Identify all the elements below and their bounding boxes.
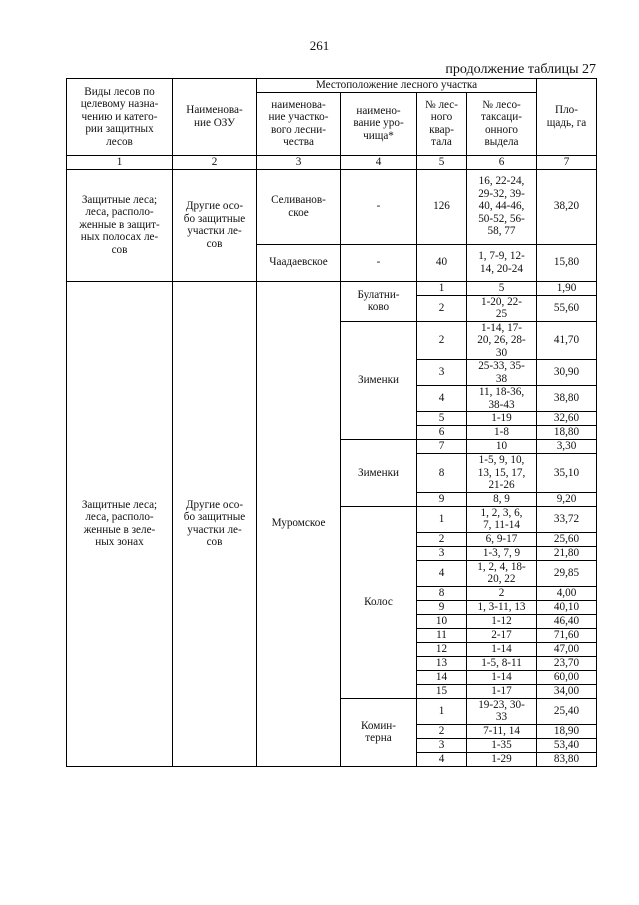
header-area: Пло- щадь, га: [537, 79, 597, 156]
allotment-numbers: 5: [467, 281, 537, 295]
allotment-numbers: 1-17: [467, 684, 537, 698]
plot-area: 35,10: [537, 454, 597, 493]
quarter-number: 2: [417, 321, 467, 360]
forestry-name: Муромское: [257, 281, 341, 766]
header-forestry: наименова- ние участко- вого лесни- чества: [257, 92, 341, 155]
allotment-numbers: 8, 9: [467, 492, 537, 506]
allotment-numbers: 11, 18-36, 38-43: [467, 386, 537, 412]
column-number: 3: [257, 155, 341, 169]
allotment-numbers: 1-29: [467, 752, 537, 766]
plot-area: 30,90: [537, 360, 597, 386]
plot-area: 21,80: [537, 546, 597, 560]
quarter-number: 1: [417, 698, 467, 724]
forest-category: Защитные леса; леса, располо- женные в зеле- ных зонах: [67, 281, 173, 766]
allotment-numbers: 10: [467, 440, 537, 454]
header-location-group: Местоположение лесного участка: [257, 79, 537, 93]
tract-kominterna: Комин- терна: [341, 698, 417, 766]
plot-area: 46,40: [537, 614, 597, 628]
plot-area: 55,60: [537, 295, 597, 321]
allotment-numbers: 1, 2, 4, 18- 20, 22: [467, 560, 537, 586]
plot-area: 32,60: [537, 412, 597, 426]
allotment-numbers: 1-5, 9, 10, 13, 15, 17, 21-26: [467, 454, 537, 493]
page-number: 261: [309, 38, 330, 53]
allotment-numbers: 19-23, 30- 33: [467, 698, 537, 724]
plot-area: 23,70: [537, 656, 597, 670]
quarter-number: 9: [417, 600, 467, 614]
quarter-number: 2: [417, 532, 467, 546]
header-allotment: № лесо- таксаци- онного выдела: [467, 92, 537, 155]
plot-area: 1,90: [537, 281, 597, 295]
header-ozu-name: Наименова- ние ОЗУ: [173, 79, 257, 156]
quarter-number: 4: [417, 386, 467, 412]
plot-area: 40,10: [537, 600, 597, 614]
quarter-number: 6: [417, 426, 467, 440]
forestry-name: Чаадаевское: [257, 244, 341, 281]
quarter-number: 12: [417, 642, 467, 656]
column-number: 2: [173, 155, 257, 169]
plot-area: 71,60: [537, 628, 597, 642]
plot-area: 29,85: [537, 560, 597, 586]
quarter-number: 10: [417, 614, 467, 628]
forest-category: Защитные леса; леса, располо- женные в защит- ных полосах ле- сов: [67, 169, 173, 281]
column-number: 1: [67, 155, 173, 169]
allotment-numbers: 1-14: [467, 642, 537, 656]
allotment-numbers: 1, 7-9, 12- 14, 20-24: [467, 244, 537, 281]
column-number: 7: [537, 155, 597, 169]
quarter-number: 7: [417, 440, 467, 454]
allotment-numbers: 6, 9-17: [467, 532, 537, 546]
quarter-number: 40: [417, 244, 467, 281]
plot-area: 15,80: [537, 244, 597, 281]
allotment-numbers: 1-14, 17- 20, 26, 28- 30: [467, 321, 537, 360]
quarter-number: 1: [417, 506, 467, 532]
column-number: 6: [467, 155, 537, 169]
plot-area: 47,00: [537, 642, 597, 656]
allotment-numbers: 1-12: [467, 614, 537, 628]
allotment-numbers: 16, 22-24, 29-32, 39- 40, 44-46, 50-52, 56- 58, 77: [467, 169, 537, 244]
ozu-name: Другие осо- бо защитные участки ле- сов: [173, 169, 257, 281]
quarter-number: 4: [417, 752, 467, 766]
allotment-numbers: 7-11, 14: [467, 724, 537, 738]
quarter-number: 14: [417, 670, 467, 684]
allotment-numbers: 1, 2, 3, 6, 7, 11-14: [467, 506, 537, 532]
column-number: 5: [417, 155, 467, 169]
table-continuation-label: продолжение таблицы 27: [445, 62, 596, 77]
header-quarter: № лес- ного квар- тала: [417, 92, 467, 155]
tract-name: -: [341, 169, 417, 244]
plot-area: 18,90: [537, 724, 597, 738]
header-tract: наимено- вание уро- чища*: [341, 92, 417, 155]
tract-zimenki: Зименки: [341, 440, 417, 507]
forest-plots-table: [66, 78, 597, 767]
allotment-numbers: 1-14: [467, 670, 537, 684]
plot-area: 18,80: [537, 426, 597, 440]
quarter-number: 126: [417, 169, 467, 244]
quarter-number: 3: [417, 546, 467, 560]
allotment-numbers: 1-35: [467, 738, 537, 752]
forestry-name: Селиванов- ское: [257, 169, 341, 244]
allotment-numbers: 1-8: [467, 426, 537, 440]
quarter-number: 3: [417, 360, 467, 386]
plot-area: 34,00: [537, 684, 597, 698]
plot-area: 41,70: [537, 321, 597, 360]
tract-zimenki: Зименки: [341, 321, 417, 440]
allotment-numbers: 1-19: [467, 412, 537, 426]
quarter-number: 2: [417, 295, 467, 321]
quarter-number: 11: [417, 628, 467, 642]
plot-area: 38,80: [537, 386, 597, 412]
plot-area: 33,72: [537, 506, 597, 532]
tract-kolos: Колос: [341, 506, 417, 698]
plot-area: 38,20: [537, 169, 597, 244]
quarter-number: 1: [417, 281, 467, 295]
header-forest-type: Виды лесов по целевому назна- чению и катего- рии защитных лесов: [67, 79, 173, 156]
allotment-numbers: 2: [467, 586, 537, 600]
plot-area: 25,40: [537, 698, 597, 724]
column-number: 4: [341, 155, 417, 169]
ozu-name: Другие осо- бо защитные участки ле- сов: [173, 281, 257, 766]
quarter-number: 9: [417, 492, 467, 506]
quarter-number: 8: [417, 586, 467, 600]
quarter-number: 8: [417, 454, 467, 493]
allotment-numbers: 25-33, 35- 38: [467, 360, 537, 386]
quarter-number: 5: [417, 412, 467, 426]
tract-bulatnikovo: Булатни- ково: [341, 281, 417, 321]
quarter-number: 15: [417, 684, 467, 698]
plot-area: 4,00: [537, 586, 597, 600]
quarter-number: 13: [417, 656, 467, 670]
allotment-numbers: 1, 3-11, 13: [467, 600, 537, 614]
tract-name: -: [341, 244, 417, 281]
allotment-numbers: 1-3, 7, 9: [467, 546, 537, 560]
plot-area: 53,40: [537, 738, 597, 752]
allotment-numbers: 1-5, 8-11: [467, 656, 537, 670]
quarter-number: 2: [417, 724, 467, 738]
plot-area: 83,80: [537, 752, 597, 766]
quarter-number: 4: [417, 560, 467, 586]
quarter-number: 3: [417, 738, 467, 752]
plot-area: 9,20: [537, 492, 597, 506]
plot-area: 60,00: [537, 670, 597, 684]
plot-area: 25,60: [537, 532, 597, 546]
plot-area: 3,30: [537, 440, 597, 454]
allotment-numbers: 2-17: [467, 628, 537, 642]
allotment-numbers: 1-20, 22- 25: [467, 295, 537, 321]
